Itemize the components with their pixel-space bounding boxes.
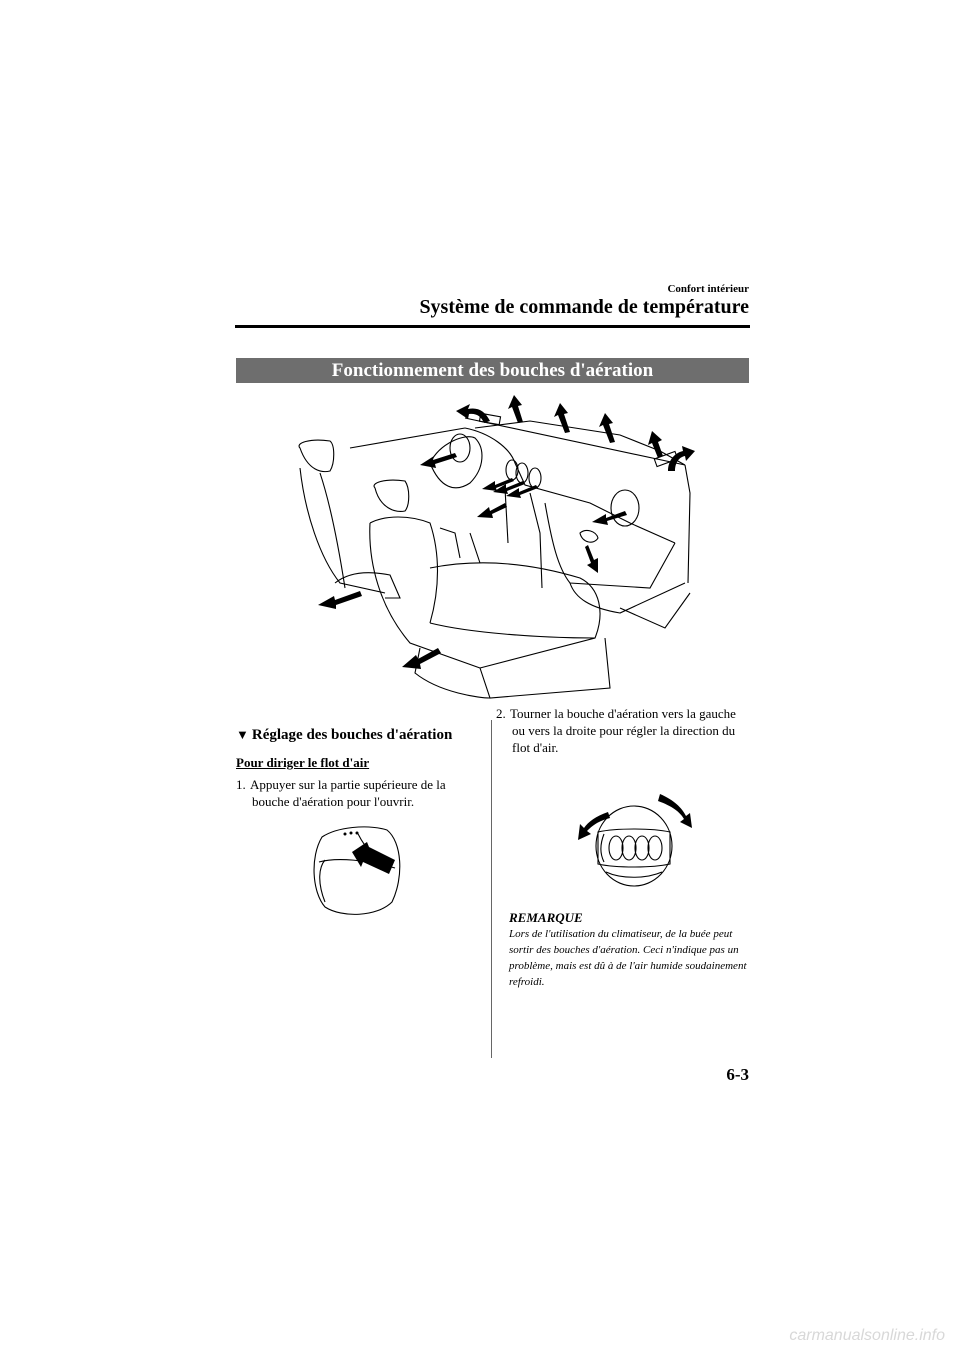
step-number: 2. (496, 706, 506, 721)
note-body: Lors de l'utilisation du climatiseur, de la buée peut sortir des bouches d'aération. Ceci n'indique pas un problème, mais est dû à de l'air humide soudainement refroidi. (509, 928, 747, 988)
column-divider (491, 720, 492, 1058)
page-number: 6-3 (726, 1065, 749, 1084)
step-item (496, 705, 748, 756)
step-text: Tourner la bouche d'aération vers la gauche ou vers la droite pour régler la direction du flot d'air. (510, 706, 736, 755)
section-title: Système de commande de température (419, 296, 749, 318)
watermark: carmanualsonline.info (789, 1327, 945, 1344)
step-number: 1. (236, 777, 246, 792)
step-text: Appuyer sur la partie supérieure de la bouche d'aération pour l'ouvrir. (250, 777, 446, 809)
triangle-down-icon: ▼ (236, 727, 249, 742)
note-title: REMARQUE (509, 910, 583, 925)
subsection-heading (236, 727, 452, 744)
step-item (236, 776, 476, 810)
runin-heading: Pour diriger le flot d'air (236, 755, 370, 770)
topic-banner: Fonctionnement des bouches d'aération (236, 358, 749, 383)
vent-airflow-illustration (290, 393, 700, 705)
chapter-label: Confort intérieur (667, 283, 749, 295)
vent-rotate-illustration (576, 784, 694, 888)
header-rule (235, 325, 750, 328)
subsection-title: Réglage des bouches d'aération (251, 727, 453, 743)
vent-open-illustration (307, 822, 407, 920)
